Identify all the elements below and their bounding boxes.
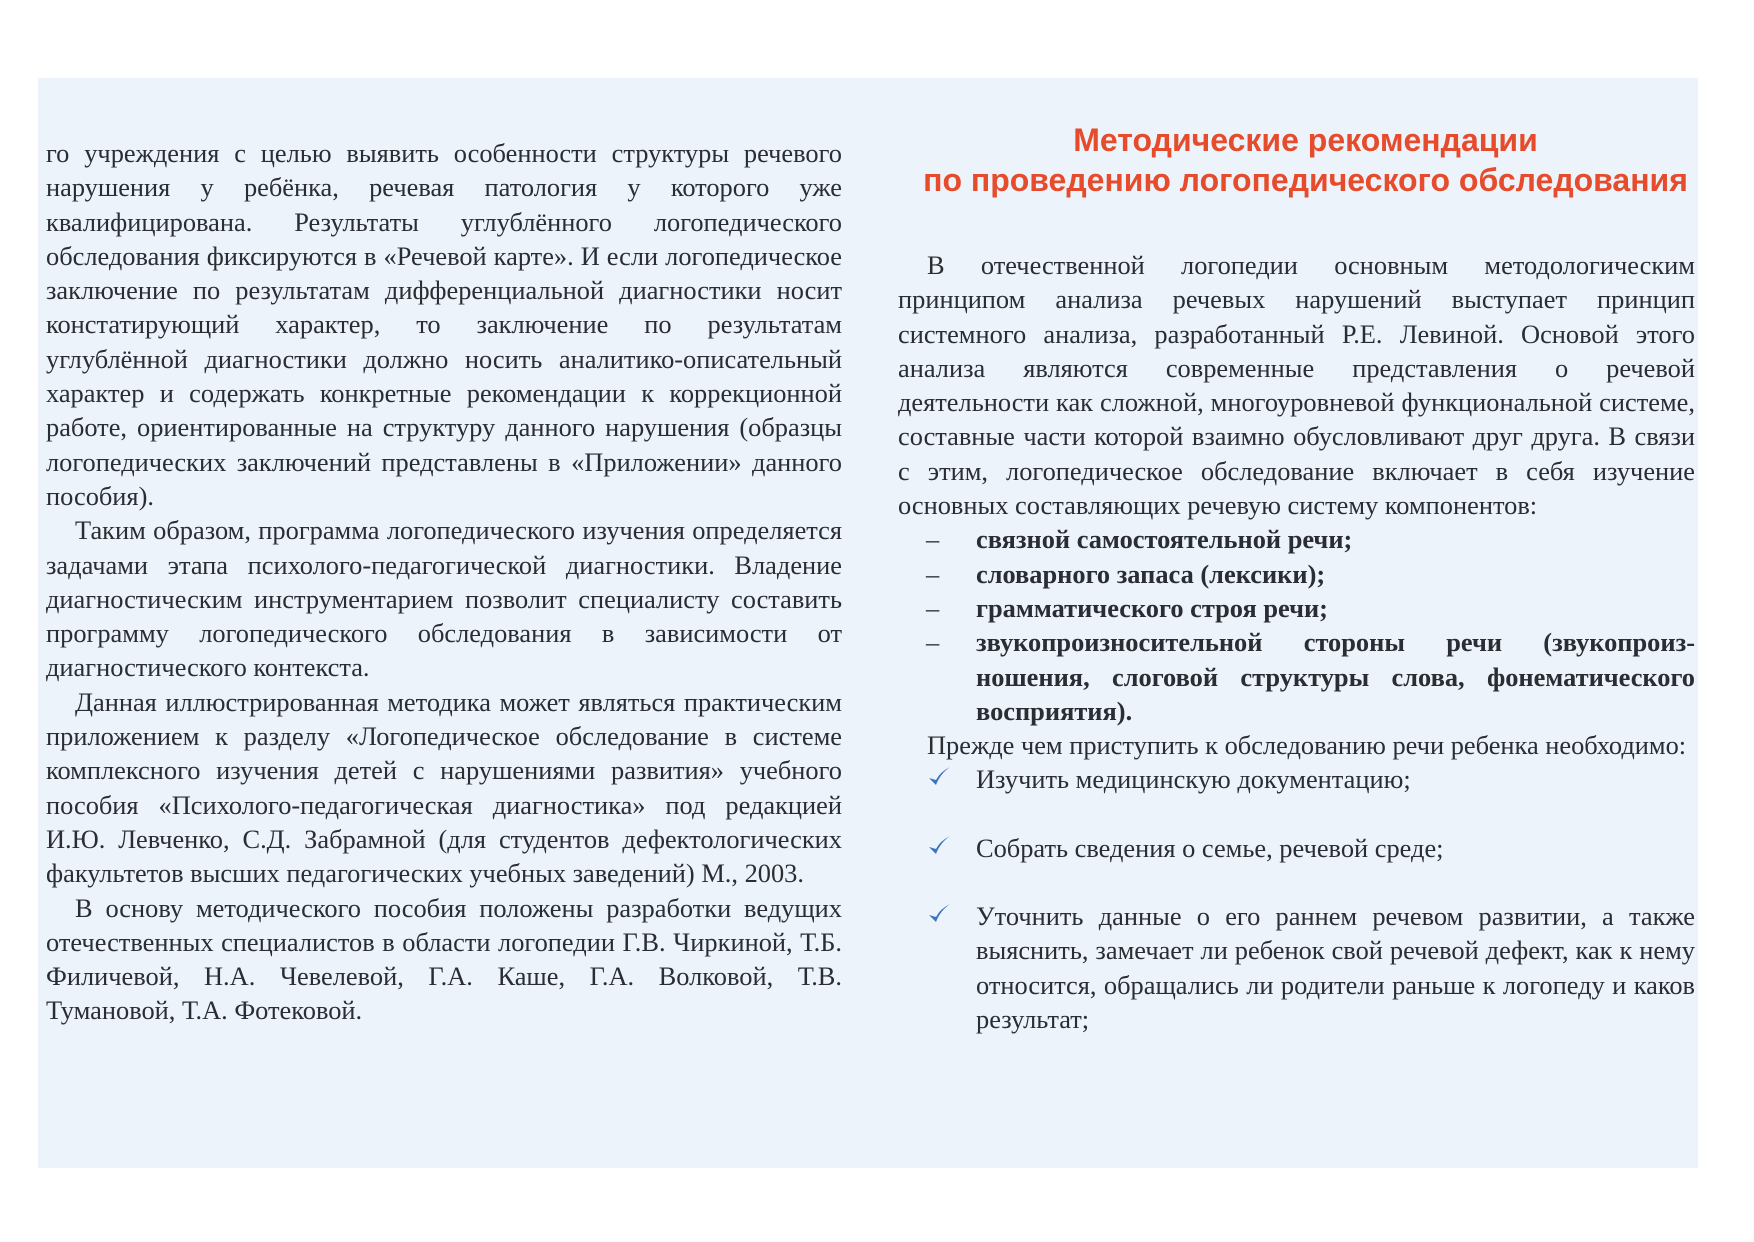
component-text: звукопроизносительной стороны речи (звукопроизношения, слоговой структуры слова, фонематического восприятия). — [976, 627, 1695, 726]
dash-bullet: – — [926, 524, 940, 555]
component-text: словарного запаса (лексики); — [976, 558, 1326, 589]
dash-bullet: – — [926, 592, 940, 623]
components-list — [898, 522, 1695, 728]
checkmark-icon — [926, 833, 952, 859]
component-item — [898, 557, 1695, 591]
component-item — [898, 522, 1695, 556]
component-text: грамматического строя речи; — [976, 592, 1328, 623]
before-paragraph: Прежде чем приступить к обследованию речи ребенка необходимо: — [927, 730, 1687, 761]
step-item — [898, 762, 1695, 796]
step-item — [898, 831, 1695, 865]
section-title-line-2: по проведению логопедического обследования — [923, 162, 1688, 198]
checkmark-icon — [926, 901, 952, 927]
intro-paragraph: В отечественной логопедии основным методологическим принципом анализа речевых нарушений выступает принцип системного анализа, разработанный Р.Е. Левиной. Основой этого анализа являются современные представления о речевой деятельности как сложной, многоуровневой функциональной системе, составные части которой взаимно обусловливают друг друга. В связи с этим, логопедическое обследование включает в себя изучение основных составляющих речевую систему компонентов: — [898, 250, 1695, 521]
dash-bullet: – — [926, 627, 940, 658]
component-item — [898, 591, 1695, 625]
steps-list — [898, 762, 1695, 1036]
left-paragraph-4: В основу методического пособия положены разработки ведущих отечественных специалистов в области логопедии Г.В. Чиркиной, Т.Б. Филичевой, Н.А. Чевелевой, Г.А. Каше, Г.А. Волковой, Т.В. Тумановой, Т.А. Фотековой. — [46, 892, 842, 1026]
component-text: связной самостоятельной речи; — [976, 524, 1353, 555]
left-column — [46, 78, 842, 1168]
component-item — [898, 625, 1695, 728]
section-title — [898, 120, 1695, 200]
step-text: Уточнить данные о его раннем речевом развитии, а также выяснить, замечает ли ребенок свой речевой дефект, как к нему относится, обращались ли родители раньше к логопеду и каков результат; — [976, 901, 1695, 1034]
left-paragraph-2: Таким образом, программа логопедического изучения определяется задачами этапа психолого-педагогической диагностики. Владение диагностическим инструментарием позволит специалисту составить программу логопедического обследования в зависимости от диагностического контекста. — [46, 515, 842, 683]
left-paragraph-3: Данная иллюстрированная методика может являться практическим приложением к разделу «Логопедическое обследование в системе комплексного изучения детей с нарушениями развития» учебного пособия «Психолого-педагогическая диагностика» под редакцией И.Ю. Левченко, С.Д. Забрамной (для студентов дефектологических факультетов высших педагогических учебных заведений) М., 2003. — [46, 686, 842, 889]
step-text: Собрать сведения о семье, речевой среде; — [976, 832, 1444, 863]
step-text: Изучить медицинскую документацию; — [976, 764, 1411, 795]
step-item — [898, 899, 1695, 1036]
right-column — [898, 78, 1695, 1168]
book-spread — [38, 78, 1698, 1168]
checkmark-icon — [926, 764, 952, 790]
dash-bullet: – — [926, 558, 940, 589]
left-paragraph-1: го учреждения с целью выявить особенности структуры речевого нарушения у ребёнка, речевая патология у которого уже квалифицирована. Результаты углублённого логопедического обследования фиксируются в «Речевой карте». И если логопедическое заключение по результатам дифференциальной диагностики носит констатирующий характер, то заключение по результатам углублённой диагностики должно носить аналитико-описательный характер и содержать конкретные рекомендации к коррекционной работе, ориентированные на структуру данного нарушения (образцы логопедических заключений представлены в «Приложении» данного пособия). — [46, 138, 842, 511]
section-title-line-1: Методические рекомендации — [1073, 122, 1538, 158]
